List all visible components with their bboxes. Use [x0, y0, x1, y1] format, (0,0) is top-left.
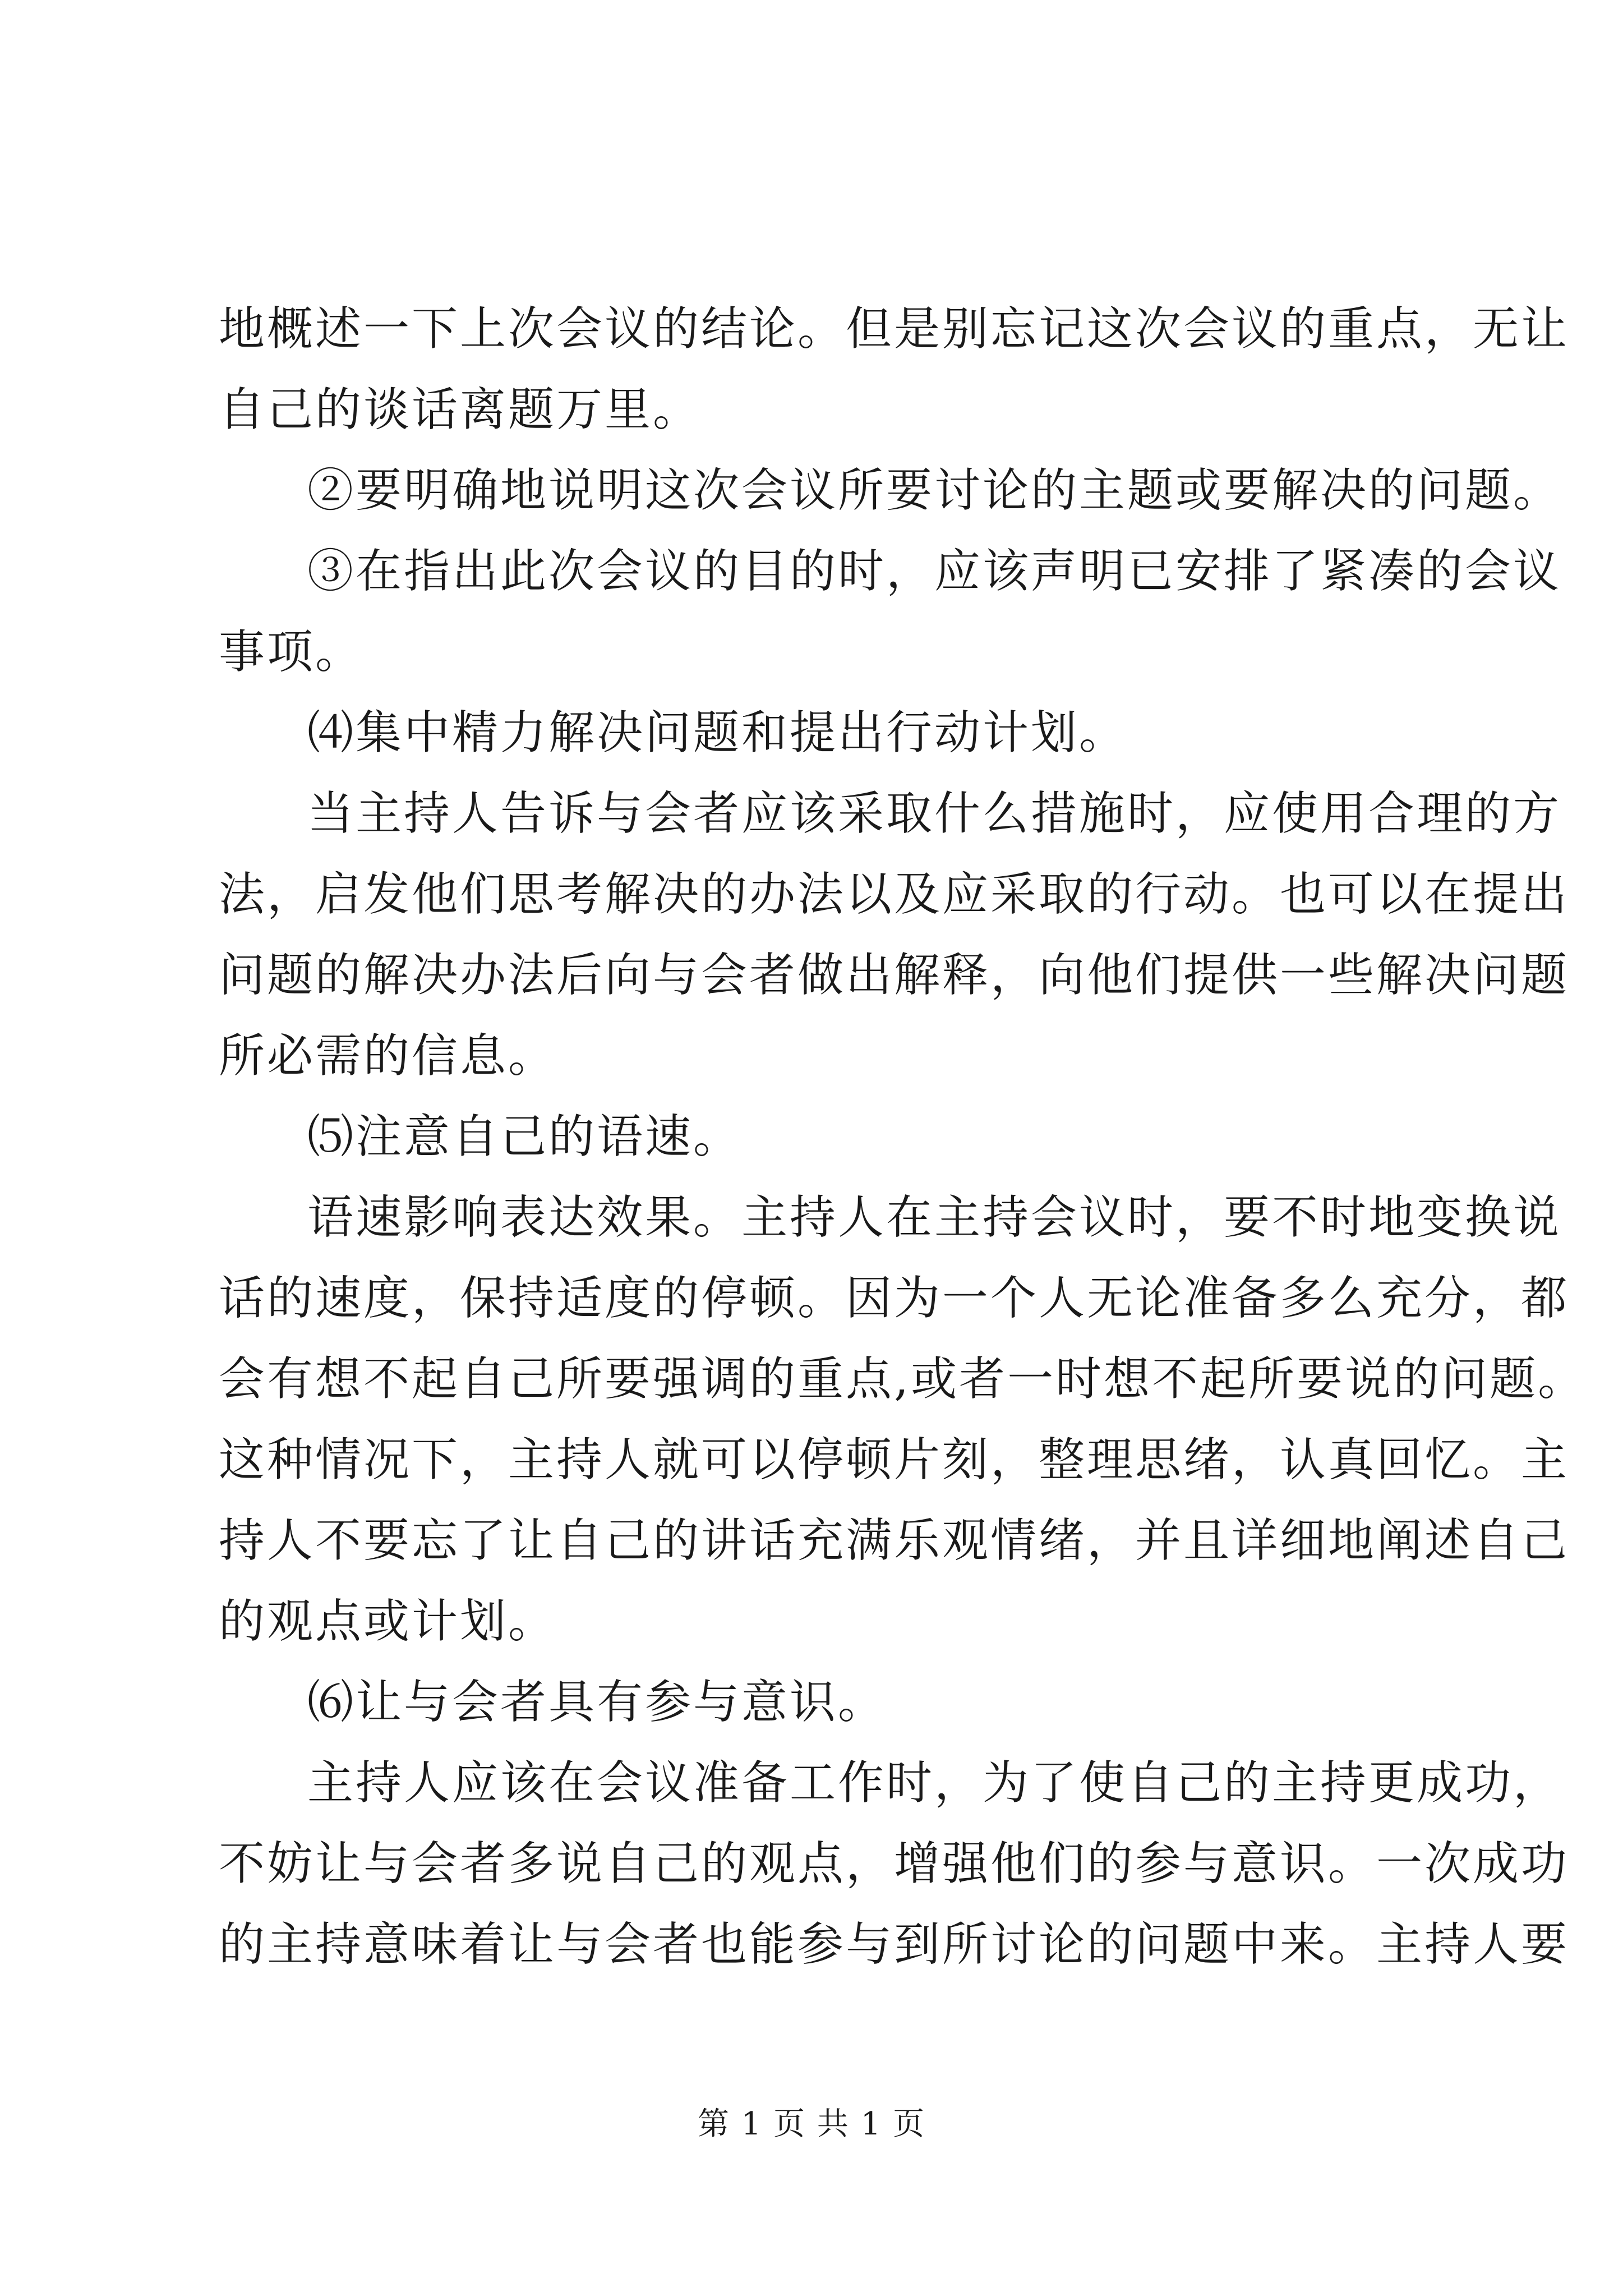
text-line-12: 语速影响表达效果。主持人在主持会议时，要不时地变换说: [307, 1191, 1562, 1244]
text-line-4: ③在指出此次会议的目的时，应该声明已安排了紧凑的会议: [307, 545, 1562, 598]
text-line-5: 事项。: [219, 625, 364, 679]
text-line-21: 的主持意味着让与会者也能参与到所讨论的问题中来。主持人要: [219, 1918, 1570, 1971]
text-line-18: ⑹让与会者具有参与意识。: [307, 1676, 887, 1729]
text-line-11: ⑸注意自己的语速。: [307, 1110, 742, 1163]
text-line-6: ⑷集中精力解决问题和提出行动计划。: [307, 706, 1128, 760]
text-line-7: 当主持人告诉与会者应该采取什么措施时，应使用合理的方: [307, 787, 1562, 840]
text-line-3: ②要明确地说明这次会议所要讨论的主题或要解决的问题。: [307, 464, 1562, 517]
body-text: [219, 289, 1587, 1985]
page-footer: 第 1 页 共 1 页: [697, 2106, 926, 2142]
text-line-2: 自己的谈话离题万里。: [219, 383, 702, 436]
text-line-1: 地概述一下上次会议的结论。但是别忘记这次会议的重点，无让: [219, 302, 1570, 356]
text-line-15: 这种情况下，主持人就可以停顿片刻，整理思绪，认真回忆。主: [219, 1433, 1570, 1487]
text-line-17: 的观点或计划。: [219, 1595, 557, 1648]
text-line-10: 所必需的信息。: [219, 1029, 557, 1083]
text-line-9: 问题的解决办法后向与会者做出解释，向他们提供一些解决问题: [219, 949, 1570, 1002]
text-line-8: 法，启发他们思考解决的办法以及应采取的行动。也可以在提出: [219, 868, 1570, 921]
text-line-13: 话的速度，保持适度的停顿。因为一个人无论准备多么充分，都: [219, 1272, 1570, 1325]
text-line-20: 不妨让与会者多说自己的观点，增强他们的参与意识。一次成功: [219, 1837, 1570, 1890]
text-line-19: 主持人应该在会议准备工作时，为了使自己的主持更成功，: [307, 1756, 1562, 1810]
text-line-16: 持人不要忘了让自己的讲话充满乐观情绪，并且详细地阐述自己: [219, 1514, 1570, 1567]
text-line-14: 会有想不起自己所要强调的重点,或者一时想不起所要说的问题。: [219, 1352, 1587, 1406]
